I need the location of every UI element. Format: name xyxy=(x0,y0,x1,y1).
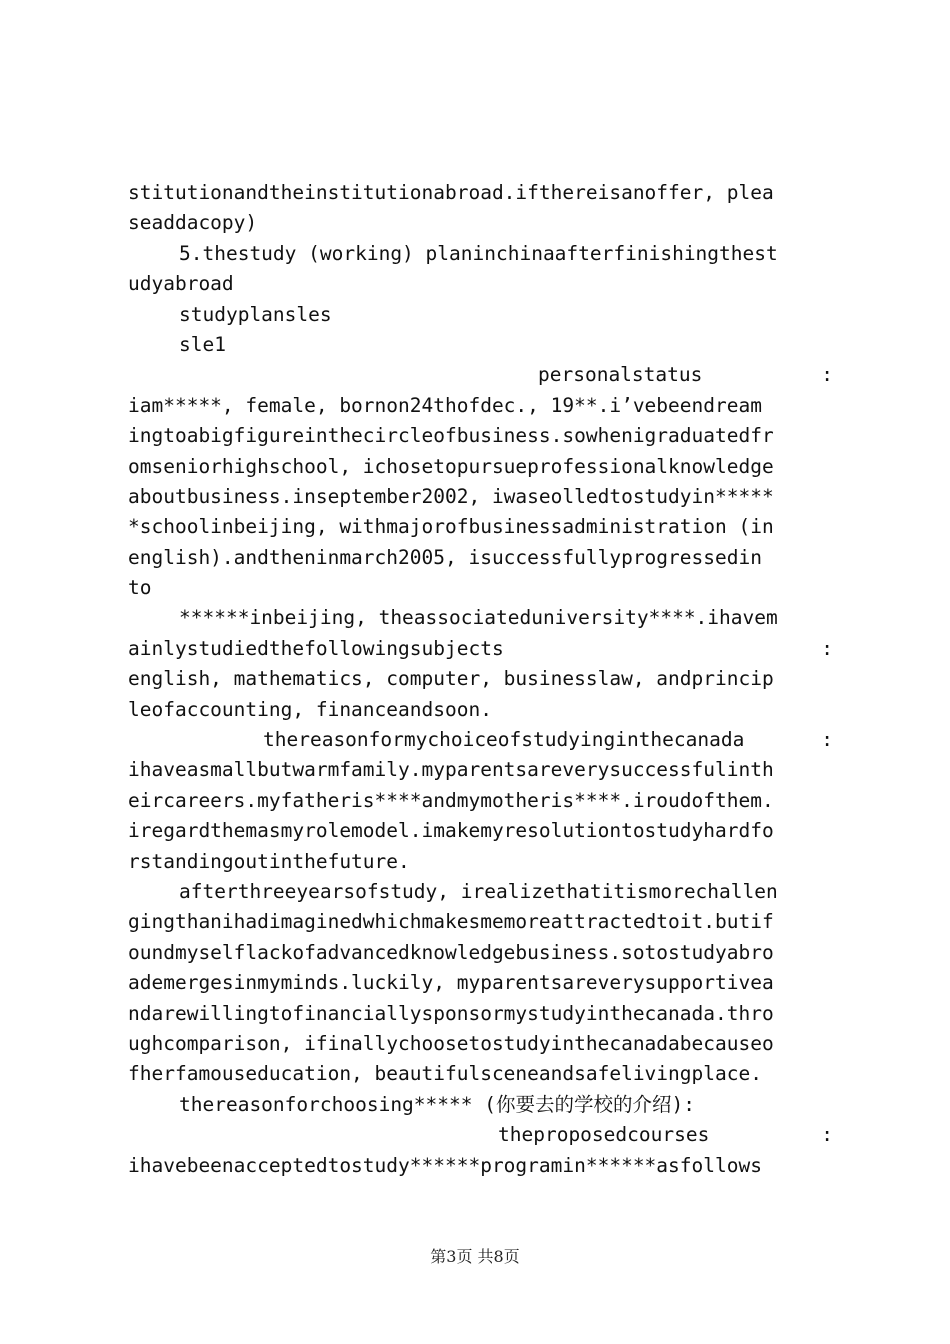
text-line: iregardthemasmyrolemodel.imakemyresolutiontostudyhardfo xyxy=(128,819,774,843)
text-line: english).andtheninmarch2005, isuccessfullyprogressedin xyxy=(128,545,762,569)
text-line: eircareers.myfatheris****andmymotheris****.iroudofthem. xyxy=(128,788,774,812)
heading-colon: : xyxy=(821,728,833,752)
text-line: stitutionandtheinstitutionabroad.ifthereisanoffer, plea xyxy=(128,181,774,204)
text-line: english, mathematics, computer, businesslaw, andprincip xyxy=(128,667,774,691)
text-line: gingthanihadimaginedwhichmakesmemoreattractedtoit.butif xyxy=(128,910,774,934)
text-line: ingtoabigfigureinthecircleofbusiness.sowhenigraduatedfr xyxy=(128,424,774,448)
text-line: seaddacopy) xyxy=(128,211,258,235)
heading-colon: : xyxy=(821,363,833,387)
section-heading-personal-status xyxy=(128,360,833,390)
text-line: ihaveasmallbutwarmfamily.myparentsareverysuccessfulinth xyxy=(128,758,774,782)
page-footer xyxy=(0,1244,950,1267)
section-heading-reason-choosing: thereasonforchoosing***** (你要去的学校的介绍): xyxy=(179,1092,695,1116)
text-line: ******inbeijing, theassociateduniversity****.ihavem xyxy=(179,606,778,630)
text-line: ademergesinmyminds.luckily, myparentsareverysupportivea xyxy=(128,971,774,995)
heading-text: thereasonformychoiceofstudyinginthecanada xyxy=(263,728,745,752)
text-line: fherfamouseducation, beautifulsceneandsafelivingplace. xyxy=(128,1062,762,1086)
text-line: ihavebeenacceptedtostudy******programin******asfollows xyxy=(128,1153,762,1177)
text-line: omseniorhighschool, ichosetopursueprofessionalknowledge xyxy=(128,454,774,478)
text-line: afterthreeyearsofstudy, irealizethatitismorechallen xyxy=(179,879,778,903)
text-line: iam*****, female, bornon24thofdec., 19**.i’vebeendream xyxy=(128,393,762,417)
page-number: 第3页 共8页 xyxy=(430,1247,520,1266)
line-text: ainlystudiedthefollowingsubjects xyxy=(128,636,504,660)
section-heading-reason-canada xyxy=(128,725,833,755)
text-line: rstandingoutinthefuture. xyxy=(128,849,410,873)
text-line: ndarewillingtofinanciallysponsormystudyinthecanada.thro xyxy=(128,1001,774,1025)
text-line: ughcomparison, ifinallychoosetostudyinthecanadabecauseo xyxy=(128,1031,774,1055)
document-body xyxy=(128,178,833,1181)
text-line: to xyxy=(128,576,152,600)
text-line-with-colon xyxy=(128,634,833,664)
text-line: studyplansles xyxy=(179,302,332,326)
text-line: sle1 xyxy=(179,332,226,356)
line-colon: : xyxy=(821,636,833,660)
text-line: *schoolinbeijing, withmajorofbusinessadministration (in xyxy=(128,515,774,539)
text-line: 5.thestudy (working) planinchinaafterfinishingthest xyxy=(179,241,778,265)
text-line: oundmyselflackofadvancedknowledgebusiness.sotostudyabro xyxy=(128,940,774,964)
heading-colon: : xyxy=(821,1123,833,1147)
heading-text: personalstatus xyxy=(538,363,703,387)
heading-text: theproposedcourses xyxy=(498,1123,710,1147)
section-heading-proposed-courses xyxy=(128,1120,833,1150)
text-line: udyabroad xyxy=(128,272,234,296)
text-line: aboutbusiness.inseptember2002, iwaseolledtostudyin***** xyxy=(128,484,774,508)
text-line: leofaccounting, financeandsoon. xyxy=(128,697,492,721)
